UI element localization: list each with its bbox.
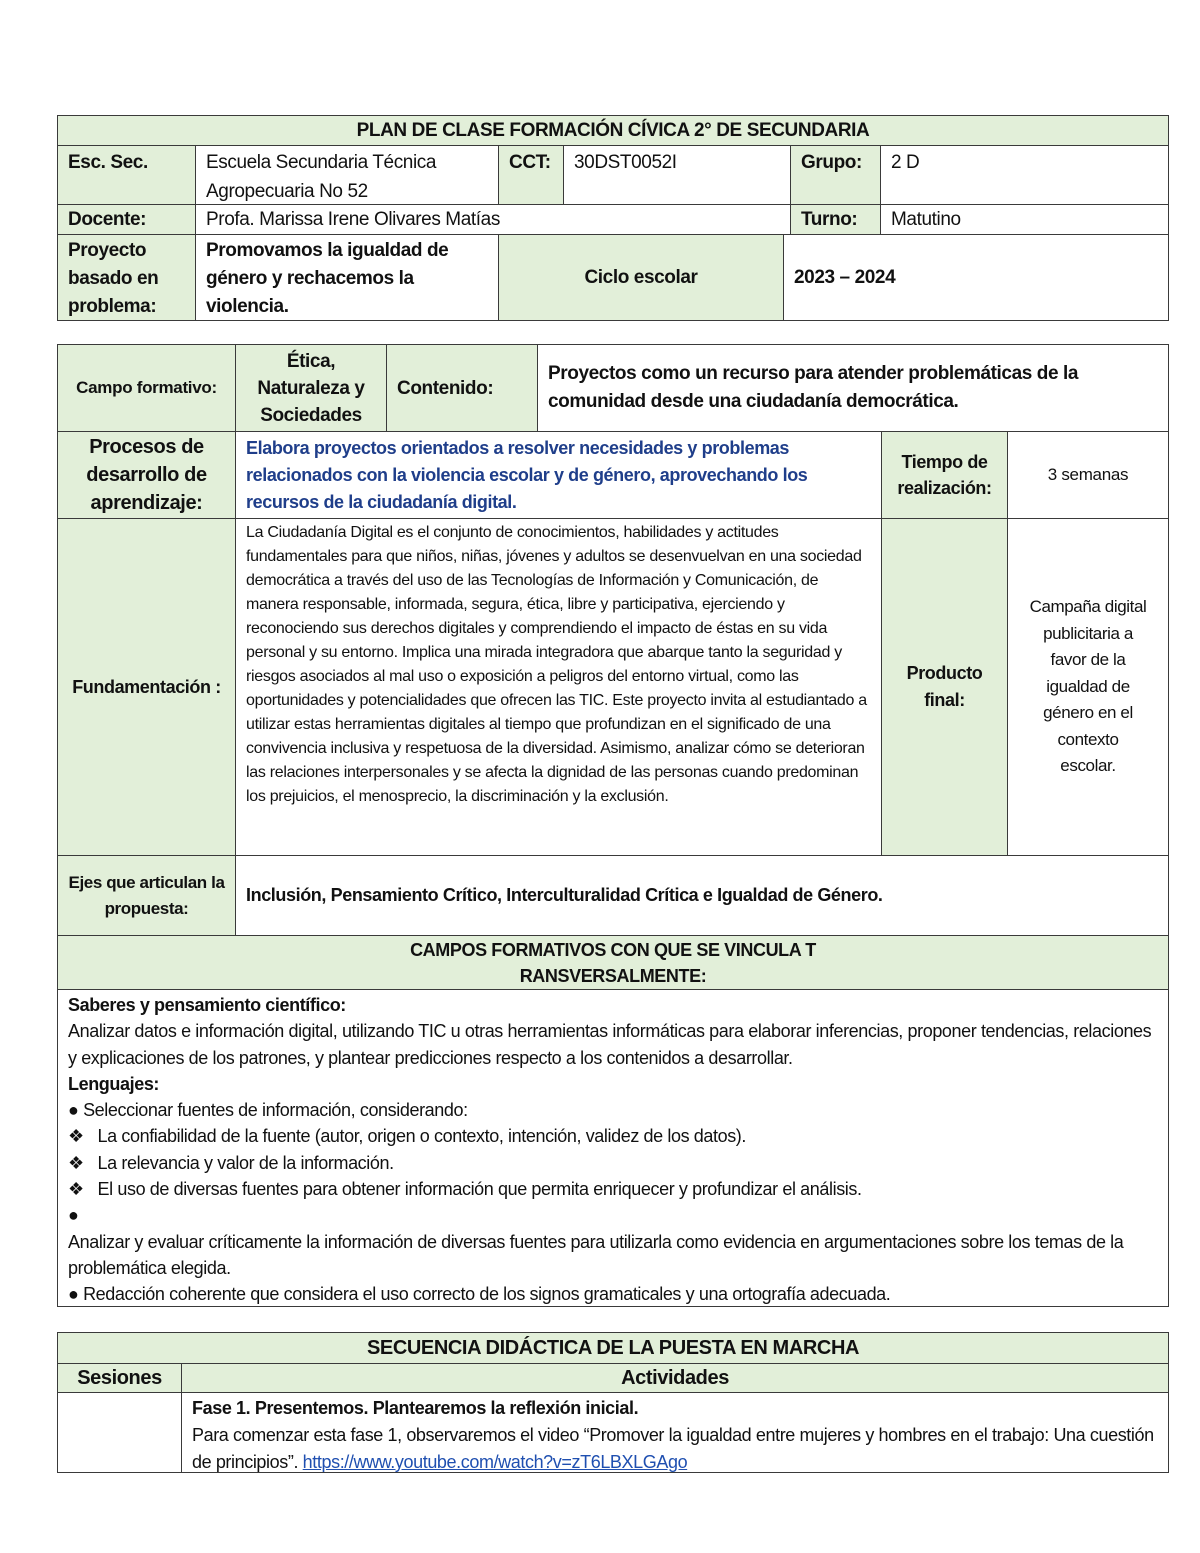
producto-value: Campaña digital publicitaria a favor de la igualdad de género en el contexto escolar. — [1007, 518, 1169, 856]
bullet-item — [68, 1097, 1158, 1123]
sub-item — [68, 1176, 1158, 1202]
fase-text — [192, 1422, 1158, 1473]
fase-text-body: Para comenzar esta fase 1, observaremos el video “Promover la igualdad entre mujeres y hombres en el trabajo: Una cuestión de principios”. — [192, 1425, 1154, 1472]
fase-title: Fase 1. Presentemos. Plantearemos la reflexión inicial. — [192, 1398, 639, 1418]
proyecto-label: Proyecto basado en problema: — [57, 234, 196, 321]
saberes-text: Analizar datos e información digital, utilizando TIC u otras herramientas informáticas para elaborar inferencias, proponer tendencias, relaciones y explicaciones de los patrones, y plantear predicciones respecto a los contenidos a desarrollar. — [68, 1021, 1152, 1068]
pda-value: Elabora proyectos orientados a resolver necesidades y problemas relacionados con la violencia escolar y de género, aprovechando los recursos de la ciudadanía digital. — [235, 431, 882, 519]
activity-cell — [181, 1392, 1169, 1473]
fundamentacion-label: Fundamentación : — [57, 518, 236, 856]
cct-value: 30DST0052I — [563, 145, 791, 205]
col-sessions: Sesiones — [57, 1363, 182, 1393]
grupo-value: 2 D — [880, 145, 1169, 205]
docente-value: Profa. Marissa Irene Olivares Matías — [195, 204, 791, 235]
diamond-bullet-icon: ❖ — [68, 1152, 98, 1173]
campo-label: Campo formativo: — [57, 344, 236, 432]
pda-label: Procesos de desarrollo de aprendizaje: — [57, 431, 236, 519]
sub-text: El uso de diversas fuentes para obtener información que permita enriquecer y profundizar el análisis. — [97, 1179, 862, 1200]
cct-label: CCT: — [498, 145, 564, 205]
col-activities: Actividades — [181, 1363, 1169, 1393]
sequence-title: SECUENCIA DIDÁCTICA DE LA PUESTA EN MARCHA — [57, 1332, 1169, 1364]
ciclo-value: 2023 – 2024 — [783, 234, 1169, 321]
bullet-icon: ● — [68, 1284, 84, 1305]
video-link[interactable]: https://www.youtube.com/watch?v=zT6LBXLGAgo — [302, 1452, 688, 1472]
sub-item — [68, 1150, 1158, 1176]
bullet-icon: ● — [68, 1205, 79, 1226]
session-cell — [57, 1392, 182, 1473]
tiempo-label: Tiempo de realización: — [881, 431, 1008, 519]
turno-value: Matutino — [880, 204, 1169, 235]
bullet-text: Seleccionar fuentes de información, considerando: — [83, 1100, 468, 1121]
sub-text: La relevancia y valor de la información. — [97, 1152, 394, 1173]
bullet-text: Analizar y evaluar críticamente la información de diversas fuentes para utilizarla como evidencia en argumentaciones sobre los temas de la problemática elegida. — [68, 1231, 1124, 1278]
tiempo-value: 3 semanas — [1007, 431, 1169, 519]
campos-header-line: CAMPOS FORMATIVOS CON QUE SE VINCULA T — [410, 939, 816, 960]
contenido-value: Proyectos como un recurso para atender problemáticas de la comunidad desde una ciudadanía democrática. — [537, 344, 1169, 432]
producto-label: Producto final: — [881, 518, 1008, 856]
diamond-bullet-icon: ❖ — [68, 1126, 98, 1147]
proyecto-value: Promovamos la igualdad de género y rechacemos la violencia. — [195, 234, 499, 321]
esc-label: Esc. Sec. — [57, 145, 196, 205]
esc-value-line: Escuela Secundaria Técnica — [206, 152, 437, 173]
fundamentacion-value: La Ciudadanía Digital es el conjunto de conocimientos, habilidades y actitudes fundamentales para que niños, niñas, jóvenes y adultos se desenvuelvan en una sociedad democrática a través del uso de las Tecnologías de Información y Comunicación, de manera responsable, informada, segura, ética, libre y participativa, ejerciendo y reconociendo sus derechos digitales y comprendiendo el impacto de éstas en su vida personal y su entorno. Implica una mirada integradora que abarque tanto la seguridad y riesgos asociados al mal uso o exposición a peligros del entorno virtual, como las oportunidades y potencialidades que ofrecen las TIC. Este proyecto invita al estudiantado a utilizar estas herramientas digitales al tiempo que profundizan en el significado de una convivencia inclusiva y respetuosa de la diversidad. Asimismo, analizar cómo se deterioran las relaciones interpersonales y se afecta la dignidad de las personas cuando predominan los prejuicios, el menosprecio, la discriminación y la exclusión. — [235, 518, 882, 856]
bullet-icon: ● — [68, 1100, 84, 1121]
campos-header — [57, 935, 1169, 990]
sub-text: La confiabilidad de la fuente (autor, origen o contexto, intención, validez de los datos). — [97, 1126, 746, 1147]
plan-title: PLAN DE CLASE FORMACIÓN CÍVICA 2° DE SECUNDARIA — [57, 115, 1169, 146]
grupo-label: Grupo: — [790, 145, 881, 205]
lenguajes-title: Lenguajes: — [68, 1073, 160, 1094]
campos-header-line: RANSVERSALMENTE: — [519, 965, 707, 986]
saberes-title: Saberes y pensamiento científico: — [68, 995, 346, 1015]
ejes-value: Inclusión, Pensamiento Crítico, Interculturalidad Crítica e Igualdad de Género. — [235, 855, 1169, 936]
sub-item — [68, 1123, 1158, 1149]
campos-content — [57, 989, 1169, 1307]
esc-value-line: Agropecuaria No 52 — [206, 181, 368, 202]
docente-label: Docente: — [57, 204, 196, 235]
bullet-item — [68, 1281, 1158, 1307]
ejes-label: Ejes que articulan la propuesta: — [57, 855, 236, 936]
campo-value: Ética, Naturaleza y Sociedades — [235, 344, 387, 432]
esc-value — [195, 145, 499, 205]
contenido-label: Contenido: — [386, 344, 538, 432]
bullet-text: Redacción coherente que considera el uso correcto de los signos gramaticales y una ortografía adecuada. — [83, 1284, 891, 1305]
ciclo-label: Ciclo escolar — [498, 234, 784, 321]
diamond-bullet-icon: ❖ — [68, 1179, 98, 1200]
turno-label: Turno: — [790, 204, 881, 235]
